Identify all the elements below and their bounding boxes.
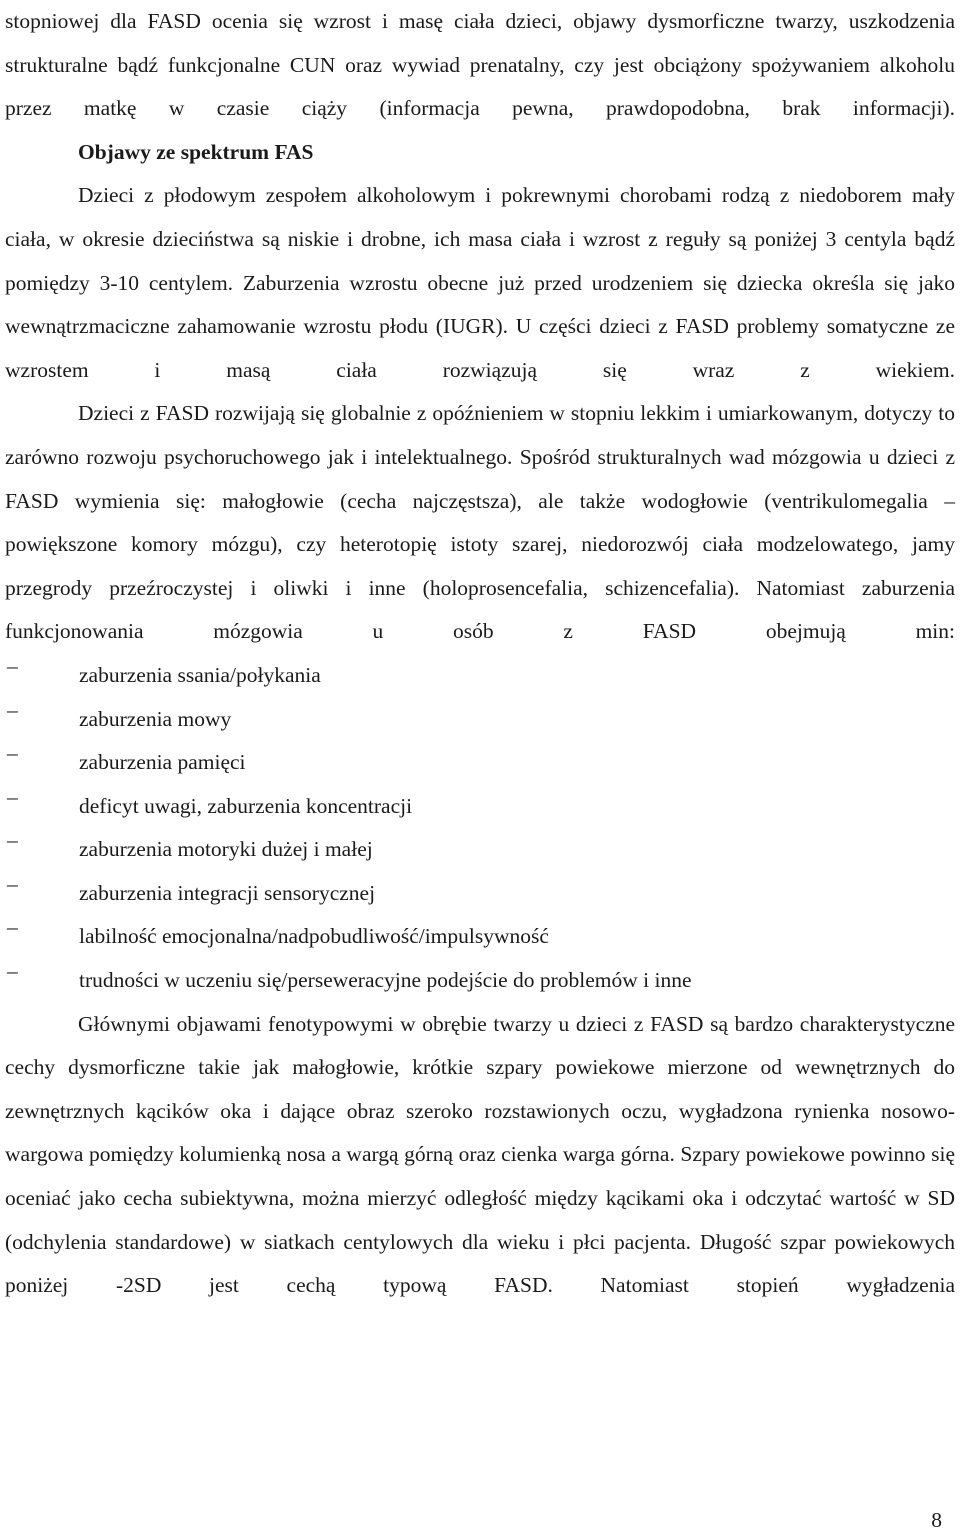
list-item-text: deficyt uwagi, zaburzenia koncentracji	[79, 793, 413, 818]
list-item-text: zaburzenia integracji sensorycznej	[79, 880, 376, 905]
dash-marker: –	[7, 741, 18, 766]
list-item	[5, 959, 955, 1003]
page-number: 8	[931, 1508, 942, 1532]
document-page	[5, 0, 955, 1308]
list-item	[5, 915, 955, 959]
dash-marker: –	[7, 871, 18, 896]
development-paragraph: Dzieci z FASD rozwijają się globalnie z opóźnieniem w stopniu lekkim i umiarkowanym, dotyczy to zarówno rozwoju psychoruchowego jak i intelektualnego. Spośród strukturalnych wad mózgowia u dzieci z FASD wymienia się: małogłowie (cecha najczęstsza), ale także wodogłowie (ventrikulomegalia – powiększone komory mózgu), czy heterotopię istoty szarej, niedorozwój ciała modzelowatego, jamy przegrody przeźroczystej i oliwki i inne (holoprosencefalia, schizencefalia). Natomiast zaburzenia funkcjonowania mózgowia u osób z FASD obejmują min:	[5, 401, 955, 644]
list-item	[5, 785, 955, 829]
list-item	[5, 654, 955, 698]
list-item-text: zaburzenia pamięci	[79, 750, 246, 775]
dash-marker: –	[7, 784, 18, 809]
intro-paragraph: stopniowej dla FASD ocenia się wzrost i masę ciała dzieci, objawy dysmorficzne twarzy, uszkodzenia strukturalne bądź funkcjonalne CUN oraz wywiad prenatalny, czy jest obciążony spożywaniem alkoholu przez matkę w czasie ciąży (informacja pewna, prawdopodobna, brak informacji).	[5, 9, 955, 121]
dash-marker: –	[7, 828, 18, 853]
dash-marker: –	[7, 959, 18, 984]
list-item	[5, 698, 955, 742]
list-item-text: labilność emocjonalna/nadpobudliwość/impulsywność	[79, 924, 549, 949]
list-item-text: trudności w uczeniu się/perseweracyjne podejście do problemów i inne	[79, 968, 692, 993]
dash-marker: –	[7, 697, 18, 722]
list-item-text: zaburzenia ssania/połykania	[79, 662, 321, 687]
dash-marker: –	[7, 653, 18, 678]
list-item-text: zaburzenia motoryki dużej i małej	[79, 837, 373, 862]
list-item	[5, 872, 955, 916]
brain-dysfunction-list	[5, 654, 955, 1003]
dash-marker: –	[7, 915, 18, 940]
section-heading: Objawy ze spektrum FAS	[78, 139, 314, 164]
list-item	[5, 741, 955, 785]
phenotype-paragraph: Głównymi objawami fenotypowymi w obrębie twarzy u dzieci z FASD są bardzo charakterystyczne cechy dysmorficzne takie jak małogłowie, krótkie szpary powiekowe mierzone od wewnętrznych do zewnętrznych kącików oka i dające obraz szeroko rozstawionych oczu, wygładzona rynienka nosowo-wargowa pomiędzy kolumienką nosa a wargą górną oraz cienka warga górna. Szpary powiekowe powinno się oceniać jako cecha subiektywna, można mierzyć odległość między kącikami oka i odczytać wartość w SD (odchylenia standardowe) w siatkach centylowych dla wieku i płci pacjenta. Długość szpar powiekowych poniżej -2SD jest cechą typową FASD. Natomiast stopień wygładzenia	[5, 1011, 955, 1298]
list-item-text: zaburzenia mowy	[79, 706, 232, 731]
growth-paragraph: Dzieci z płodowym zespołem alkoholowym i pokrewnymi chorobami rodzą z niedoborem mały ciała, w okresie dzieciństwa są niskie i drobne, ich masa ciała i wzrost z reguły są poniżej 3 centyla bądź pomiędzy 3-10 centylem. Zaburzenia wzrostu obecne już przed urodzeniem się dziecka określa się jako wewnątrzmaciczne zahamowanie wzrostu płodu (IUGR). U części dzieci z FASD problemy somatyczne ze wzrostem i masą ciała rozwiązują się wraz z wiekiem.	[5, 183, 955, 382]
list-item	[5, 828, 955, 872]
